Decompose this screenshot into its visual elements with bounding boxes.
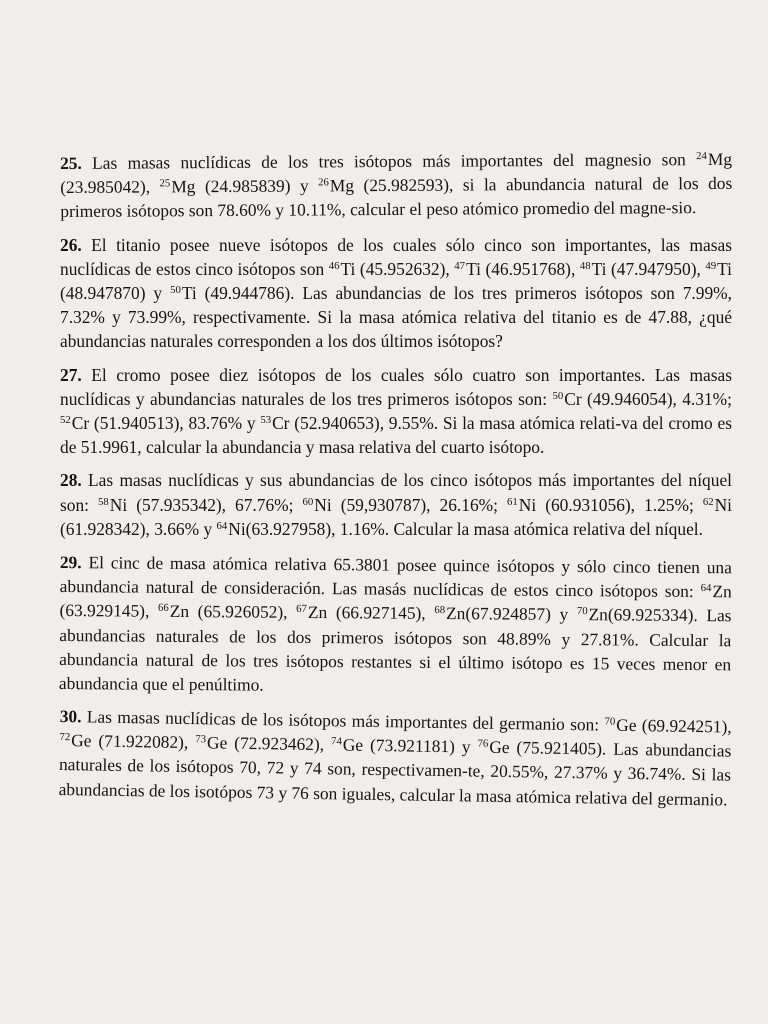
isotope-mass-number: 66 xyxy=(157,602,169,615)
problem-number: 26. xyxy=(60,234,82,255)
isotope-mass-number: 64 xyxy=(700,582,712,595)
isotope-mass-number: 53 xyxy=(260,414,272,427)
isotope-mass-number: 73 xyxy=(195,733,207,746)
isotope-mass-number: 60 xyxy=(302,495,314,508)
problem-27: 27. El cromo posee diez isótopos de los cuales sólo cuatro son importantes. Las masas nuclídicas y abundancias naturales de los tres primeros isótopos son: $^{50}$Cr (49.946054), 4.31%; $^{52}$Cr (51.940513), 83.76% y $^{53}$Cr (52.940653), 9.55%. Si la masa atómica relati-va del cromo es de 51.9961, calcular la abundancia y masa relativa del cuarto isótopo. xyxy=(60,364,732,458)
isotope-mass-number: 47 xyxy=(454,259,466,272)
isotope-mass-number: 67 xyxy=(296,603,307,616)
problem-number: 25. xyxy=(60,152,82,173)
isotope-mass-number: 48 xyxy=(579,259,591,272)
problem-number: 30. xyxy=(59,706,82,727)
isotope-mass-number: 72 xyxy=(59,731,71,744)
isotope-mass-number: 70 xyxy=(576,605,588,618)
problem-26: 26. El titanio posee nueve isótopos de los cuales sólo cinco son importantes, las masas nuclídicas de estos cinco isótopos son $^{46}$Ti (45.952632), $^{47}$Ti (46.951768), $^{48}$Ti (47.947950), $^{49}$Ti (48.947870) y $^{50}$Ti (49.944786). Las abundancias de los tres primeros isótopos son 7.99%, 7.32% y 73.99%, respectivamente. Si la masa atómica relativa del titanio es de 47.88, ¿qué abundancias naturales corresponden a los dos últimos isótopos? xyxy=(60,234,733,352)
isotope-mass-number: 58 xyxy=(98,495,109,508)
isotope-mass-number: 24 xyxy=(696,150,707,163)
problem-number: 28. xyxy=(60,470,82,491)
isotope-mass-number: 64 xyxy=(216,519,228,532)
problem-number: 27. xyxy=(60,364,82,385)
problem-25: 25. Las masas nuclídicas de los tres isótopos más importantes del magnesio son $^{24}$Mg (23.985042), $^{25}$Mg (24.985839) y $^{26}$Mg (25.982593), si la abundancia natural de los dos primeros isótopos son 78.60% y 10.11%, calcular el peso atómico promedio del magne-sio. xyxy=(60,148,733,222)
isotope-mass-number: 62 xyxy=(702,495,714,508)
isotope-mass-number: 76 xyxy=(477,738,489,751)
isotope-mass-number: 50 xyxy=(170,284,181,297)
problem-30: 30. Las masas nuclídicas de los isótopos más importantes del germanio son: $^{70}$Ge (69.924251), $^{72}$Ge (71.922082), $^{73}$Ge (72.923462), $^{74}$Ge (73.921181) y $^{76}$Ge (75.921405). Las abundancias naturales de los isótopos 70, 72 y 74 son, respectivamen-te, 20.55%, 27.37% y 36.74%. Si las abundancias de los isotópos 73 y 76 son iguales, calcular la masa atómica relativa del germanio. xyxy=(58,706,732,810)
isotope-mass-number: 50 xyxy=(552,389,564,402)
isotope-mass-number: 25 xyxy=(159,177,171,190)
isotope-mass-number: 26 xyxy=(318,176,329,189)
isotope-mass-number: 49 xyxy=(705,259,717,272)
isotope-mass-number: 46 xyxy=(328,259,340,272)
problem-29: 29. El cinc de masa atómica relativa 65.3801 posee quince isótopos y sólo cinco tienen una abundancia natural de consideración. Las masás nuclídicas de estos cinco isótopos son: $^{64}$Zn (63.929145), $^{66}$Zn (65.926052), $^{67}$Zn (66.927145), $^{68}$Zn(67.924857) y $^{70}$Zn(69.925334). Las abundancias naturales de los dos primeros isótopos son 48.89% y 27.81%. Calcular la abundancia natural de los tres isótopos restantes si el último isótopo es 15 veces menor en abundancia que el penúltimo. xyxy=(58,552,732,695)
isotope-mass-number: 52 xyxy=(60,414,71,427)
isotope-mass-number: 61 xyxy=(507,495,518,508)
isotope-mass-number: 68 xyxy=(434,604,446,617)
problem-number: 29. xyxy=(59,552,82,573)
isotope-mass-number: 70 xyxy=(604,715,616,729)
isotope-mass-number: 74 xyxy=(331,735,342,748)
problem-28: 28. Las masas nuclídicas y sus abundancias de los cinco isótopos más importantes del níquel son: $^{58}$Ni (57.935342), 67.76%; $^{60}$Ni (59,930787), 26.16%; $^{61}$Ni (60.931056), 1.25%; $^{62}$Ni (61.928342), 3.66% y $^{64}$Ni(63.927958), 1.16%. Calcular la masa atómica relativa del níquel. xyxy=(60,470,732,539)
